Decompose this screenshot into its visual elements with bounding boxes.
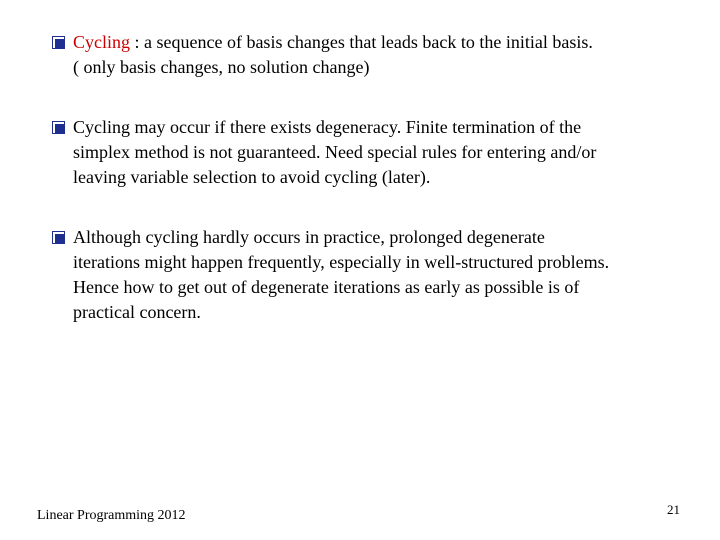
checkbox-bullet-icon [52, 231, 65, 244]
bullet-degeneracy [52, 115, 692, 190]
checkbox-bullet-icon [52, 36, 65, 49]
bullet-text [73, 225, 692, 325]
bullet-line: simplex method is not guaranteed. Need special rules for entering and/or [73, 142, 597, 162]
checkbox-bullet-icon [52, 121, 65, 134]
bullet-line: leaving variable selection to avoid cycling (later). [73, 167, 431, 187]
bullet-text [73, 30, 692, 80]
bullet-line: Cycling may occur if there exists degeneracy. Finite termination of the [73, 117, 582, 137]
bullet-line: Hence how to get out of degenerate iterations as early as possible is of [73, 277, 580, 297]
bullet-line [73, 30, 692, 55]
bullet-line: ( only basis changes, no solution change) [73, 57, 370, 77]
footer-course-title: Linear Programming 2012 [37, 508, 186, 523]
bullet-line: practical concern. [73, 302, 201, 322]
bullet-line: iterations might happen frequently, especially in well-structured problems. [73, 252, 610, 272]
bullet-text [73, 115, 692, 190]
page-number: 21 [667, 502, 680, 517]
bullet-line: Although cycling hardly occurs in practice, prolonged degenerate [73, 227, 545, 247]
bullet-cycling-definition [52, 30, 692, 80]
term-cycling: Cycling [73, 32, 130, 52]
bullet-practical-concern [52, 225, 692, 325]
definition-text: : a sequence of basis changes that leads back to the initial basis. [130, 32, 593, 52]
